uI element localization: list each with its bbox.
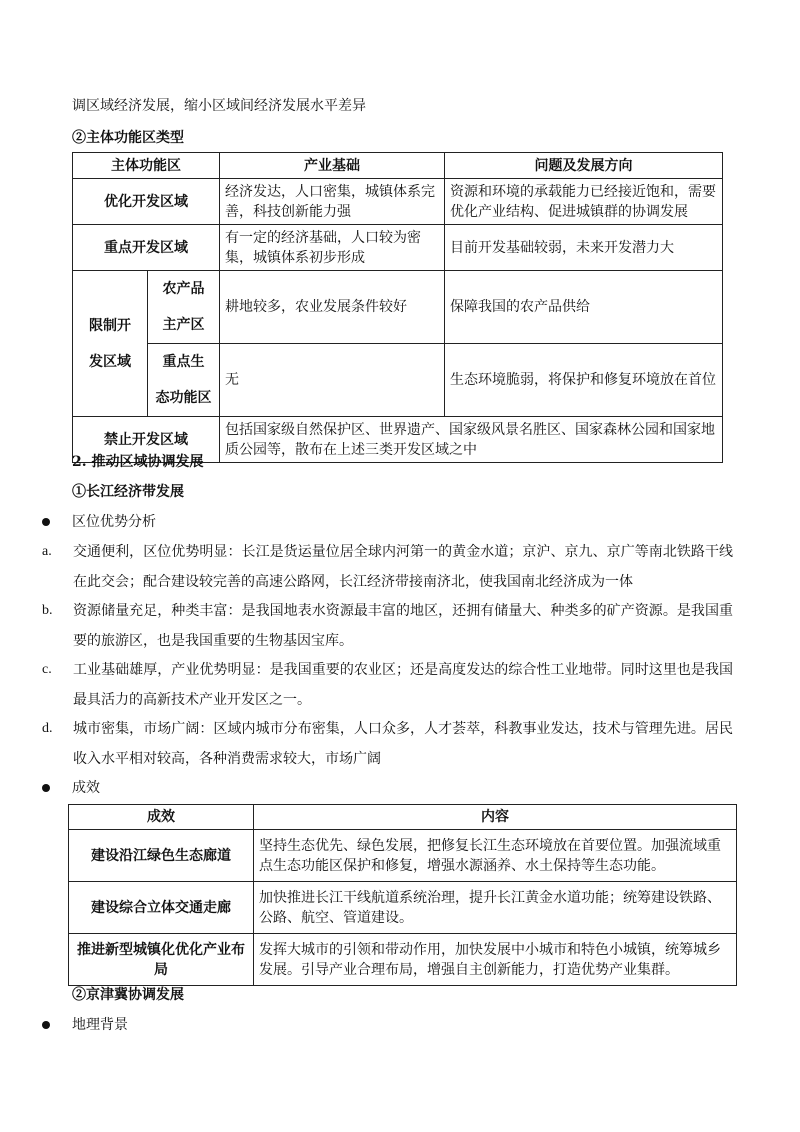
list-marker: c. [42,662,52,677]
bullet-dot [42,1021,50,1029]
subsection-heading-jingjinji: ②京津冀协调发展 [72,987,184,1003]
zone-name-cell: 优化开发区域 [73,179,220,225]
table-row [73,225,723,271]
zone-name-line: 发区域 [89,353,131,370]
direction-cell: 保障我国的农产品供给 [445,271,723,344]
direction-cell: 生态环境脆弱，将保护和修复环境放在首位 [445,344,723,417]
result-content-cell: 坚持生态优先、绿色发展，把修复长江生态环境放在首要位置。加强流域重点生态功能区保护和修复，增强水源涵养、水土保持等生态功能。 [254,830,737,882]
table-header-cell: 产业基础 [220,153,445,179]
list-item: 交通便利，区位优势明显：长江是货运量位居全球内河第一的黄金水道；京沪、京九、京广等南北铁路干线在此交会；配合建设较完善的高速公路网，长江经济带接南济北，使我国南北经济成为一体 [73,544,733,590]
section-heading-coordination: 2. 推动区域协调发展 [72,454,204,470]
table-header-cell: 成效 [69,805,254,830]
list-marker: a. [42,544,52,559]
result-content-cell: 发挥大城市的引领和带动作用，加快发展中小城市和特色小城镇，统筹城乡发展。引导产业合理布局，增强自主创新能力，打造优势产业集群。 [254,934,737,986]
results-table [68,804,737,986]
table-header-row [73,153,723,179]
bullet-results: 成效 [72,780,100,796]
table-row [69,882,737,934]
subzone-name-cell [148,344,220,417]
list-item: 资源储量充足，种类丰富：是我国地表水资源最丰富的地区，还拥有储量大、种类多的矿产资源。是我国重要的旅游区，也是我国重要的生物基因宝库。 [73,603,733,649]
table-row [73,179,723,225]
direction-cell: 目前开发基础较弱，未来开发潜力大 [445,225,723,271]
result-name-cell: 建设综合立体交通走廊 [69,882,254,934]
industry-basis-cell: 耕地较多，农业发展条件较好 [220,271,445,344]
list-item: 工业基础雄厚，产业优势明显：是我国重要的农业区；还是高度发达的综合性工业地带。同时这里也是我国最具活力的高新技术产业开发区之一。 [73,662,733,708]
subzone-name-line: 重点生 [162,354,205,370]
subzone-name-line: 态功能区 [155,390,212,406]
industry-basis-cell: 无 [220,344,445,417]
section-heading-main-function: ②主体功能区类型 [72,130,184,146]
list-item: 城市密集，市场广阔：区域内城市分布密集，人口众多，人才荟萃，科教事业发达，技术与管理先进。居民收入水平相对较高，各种消费需求较大，市场广阔 [73,721,733,767]
zone-name-cell [73,271,148,417]
intro-text: 调区域经济发展，缩小区域间经济发展水平差异 [72,98,366,114]
result-name-cell: 推进新型城镇化优化产业布局 [69,934,254,986]
subzone-name-line: 农产品 [162,281,205,297]
main-function-table [72,152,723,463]
subzone-name-cell [148,271,220,344]
result-content-cell: 加快推进长江干线航道系统治理，提升长江黄金水道功能；统筹建设铁路、公路、航空、管道建设。 [254,882,737,934]
list-marker: b. [42,603,53,618]
industry-basis-cell: 经济发达，人口密集，城镇体系完善，科技创新能力强 [220,179,445,225]
table-header-cell: 问题及发展方向 [445,153,723,179]
table-header-row [69,805,737,830]
result-name-cell: 建设沿江绿色生态廊道 [69,830,254,882]
subzone-name-line: 主产区 [162,317,205,333]
subsection-heading-yangtze: ①长江经济带发展 [72,484,184,500]
zone-name-cell: 重点开发区域 [73,225,220,271]
zone-name-cell: 禁止开发区域 [73,417,220,463]
industry-basis-cell: 有一定的经济基础，人口较为密集，城镇体系初步形成 [220,225,445,271]
bullet-geo-background: 地理背景 [72,1017,128,1033]
table-header-cell: 内容 [254,805,737,830]
bullet-dot [42,784,50,792]
direction-cell: 资源和环境的承载能力已经接近饱和，需要优化产业结构、促进城镇群的协调发展 [445,179,723,225]
table-row [73,344,723,417]
bullet-dot [42,518,50,526]
table-row [69,934,737,986]
list-marker: d. [42,721,53,736]
bullet-location-advantages: 区位优势分析 [72,514,156,530]
table-header-cell: 主体功能区 [73,153,220,179]
table-row [69,830,737,882]
forbidden-content-cell: 包括国家级自然保护区、世界遗产、国家级风景名胜区、国家森林公园和国家地质公园等，散布在上述三类开发区域之中 [220,417,723,463]
zone-name-line: 限制开 [89,317,131,334]
table-row [73,271,723,344]
